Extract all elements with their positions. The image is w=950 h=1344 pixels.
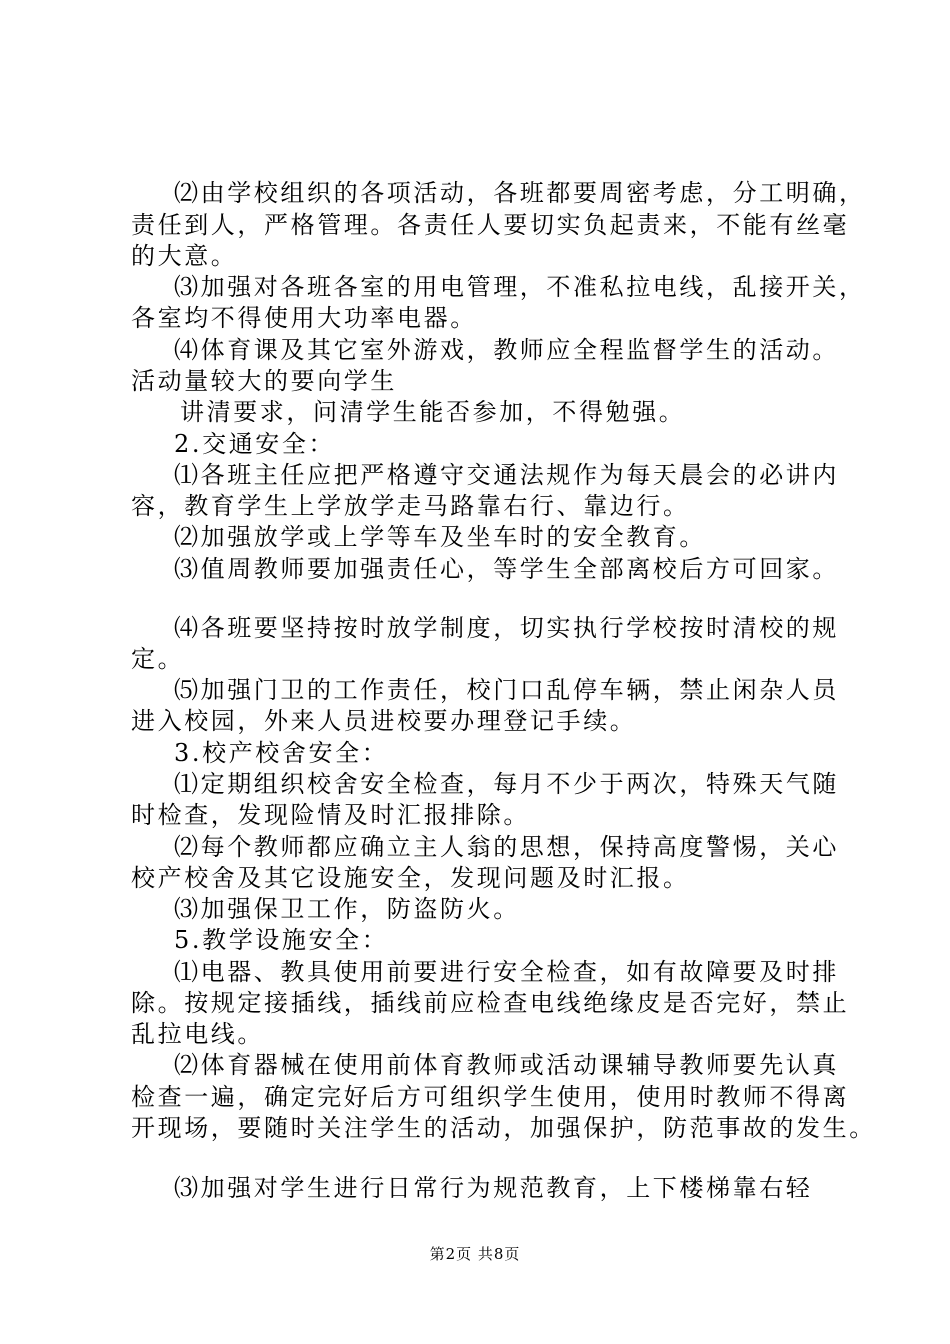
text-line: 的大意。 [131,242,238,270]
text-line: ⑴各班主任应把严格遵守交通法规作为每天晨会的必讲内 [174,461,839,489]
text-line: ⑵由学校组织的各项活动，各班都要周密考虑，分工明确， [174,179,866,207]
text-line: ⑶加强对各班各室的用电管理，不准私拉电线，乱接开关， [174,273,866,301]
text-line: ⑷体育课及其它室外游戏，教师应全程监督学生的活动。 [174,336,839,364]
text-line: ⑵每个教师都应确立主人翁的思想，保持高度警惕，关心 [174,833,839,861]
text-line: 容，教育学生上学放学走马路靠右行、靠边行。 [131,492,690,520]
section-heading: 5.教学设施安全： [174,926,389,954]
text-line: 校产校舍及其它设施安全，发现问题及时汇报。 [131,864,690,892]
text-line: ⑶加强保卫工作，防盗防火。 [174,895,520,923]
section-heading: 3.校产校舍安全： [174,739,389,767]
text-line: 乱拉电线。 [131,1020,264,1048]
text-line: ⑵加强放学或上学等车及坐车时的安全教育。 [174,523,706,551]
text-line: ⑵体育器械在使用前体育教师或活动课辅导教师要先认真 [174,1051,839,1079]
section-heading: 2.交通安全： [174,430,336,458]
text-line: 进入校园，外来人员进校要办理登记手续。 [131,707,637,735]
text-line: 时检查，发现险情及时汇报排除。 [131,801,530,829]
text-line: 责任到人，严格管理。各责任人要切实负起责来，不能有丝毫 [131,211,850,239]
text-line: ⑴电器、教具使用前要进行安全检查，如有故障要及时排 [174,958,839,986]
text-line: 开现场，要随时关注学生的活动，加强保护，防范事故的发生。 [131,1114,876,1142]
text-line: ⑷各班要坚持按时放学制度，切实执行学校按时清校的规 [174,614,839,642]
text-line: 活动量较大的要向学生 [131,367,397,395]
text-line: 定。 [131,645,185,673]
text-line: 检查一遍，确定完好后方可组织学生使用，使用时教师不得离 [131,1083,850,1111]
text-line: ⑶加强对学生进行日常行为规范教育，上下楼梯靠右轻 [174,1174,813,1202]
text-line: ⑴定期组织校舍安全检查，每月不少于两次，特殊天气随 [174,770,839,798]
text-line: 各室均不得使用大功率电器。 [131,304,477,332]
text-line: 除。按规定接插线，插线前应检查电线绝缘皮是否完好，禁止 [131,989,850,1017]
text-line: 讲清要求，问清学生能否参加，不得勉强。 [180,398,686,426]
page-number-footer: 第2页 共8页 [429,1245,521,1263]
text-line: ⑸加强门卫的工作责任，校门口乱停车辆，禁止闲杂人员 [174,676,839,704]
text-line: ⑶值周教师要加强责任心，等学生全部离校后方可回家。 [174,555,839,583]
